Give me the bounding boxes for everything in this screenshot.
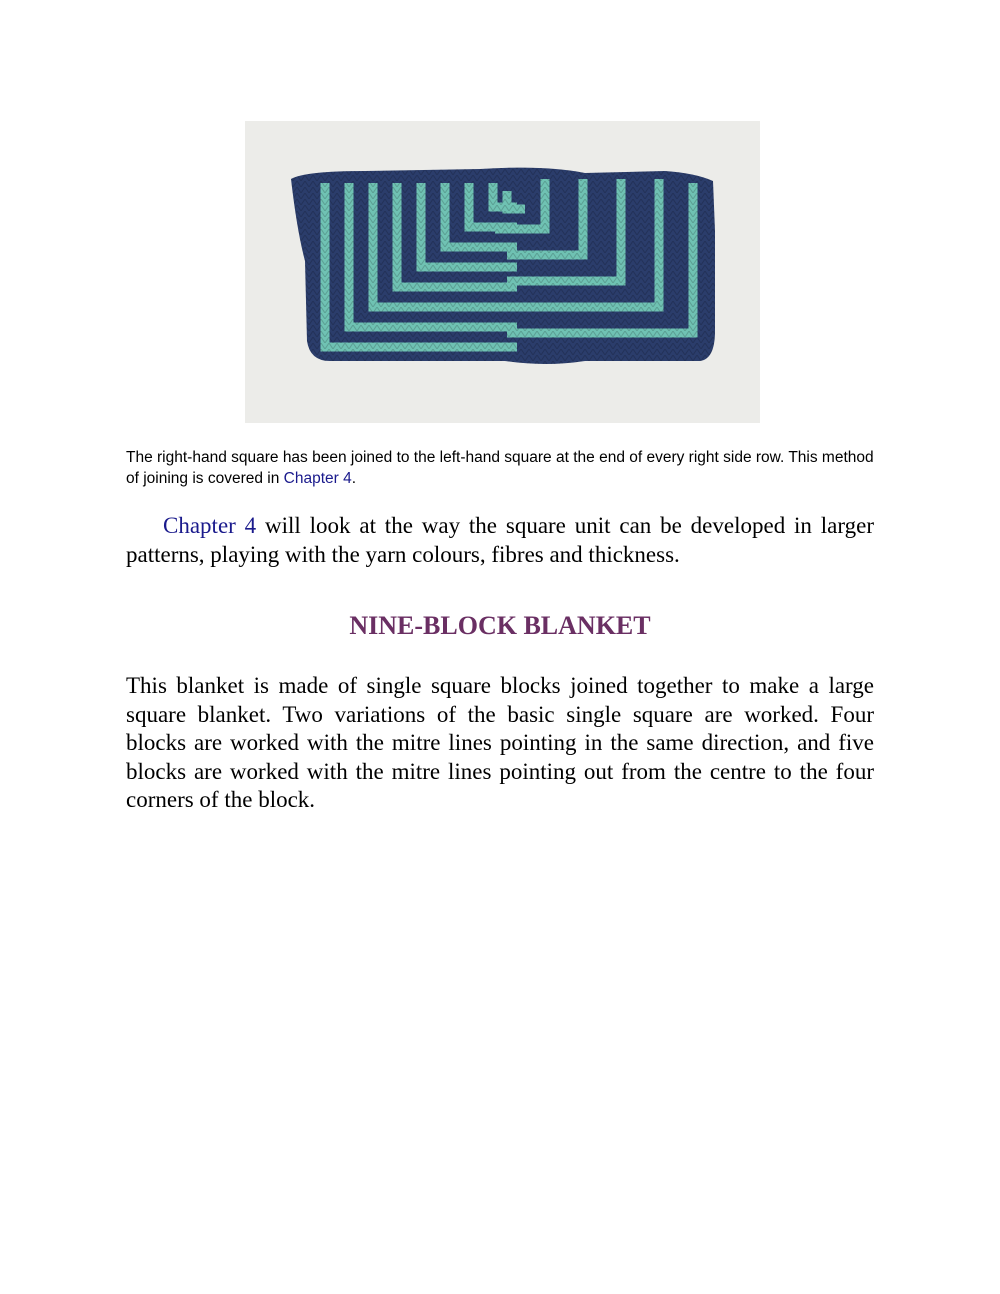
caption-end: . <box>351 470 357 487</box>
knitted-sample-image <box>245 121 760 423</box>
figure-caption <box>126 447 876 489</box>
chapter-4-link[interactable]: Chapter 4 <box>283 470 352 487</box>
chapter-4-link[interactable]: Chapter 4 <box>163 513 257 538</box>
caption-text: The right-hand square has been joined to the left-hand square at the end of every right side row. This method of joining is covered in <box>126 449 874 487</box>
knitted-sample-drawing <box>245 121 760 423</box>
blanket-description-paragraph: This blanket is made of single square blocks joined together to make a large square blanket. Two variations of the basic single square are worked. Four blocks are worked with the mitre lines pointing in the same direction, and five blocks are worked with the mitre lines pointing out from the centre to the four corners of the block. <box>126 673 874 812</box>
intro-paragraph <box>126 512 874 569</box>
intro-paragraph-text: will look at the way the square unit can be developed in larger patterns, playing with the yarn colours, fibres and thickness. <box>126 513 874 567</box>
section-heading: NINE-BLOCK BLANKET <box>349 611 651 640</box>
